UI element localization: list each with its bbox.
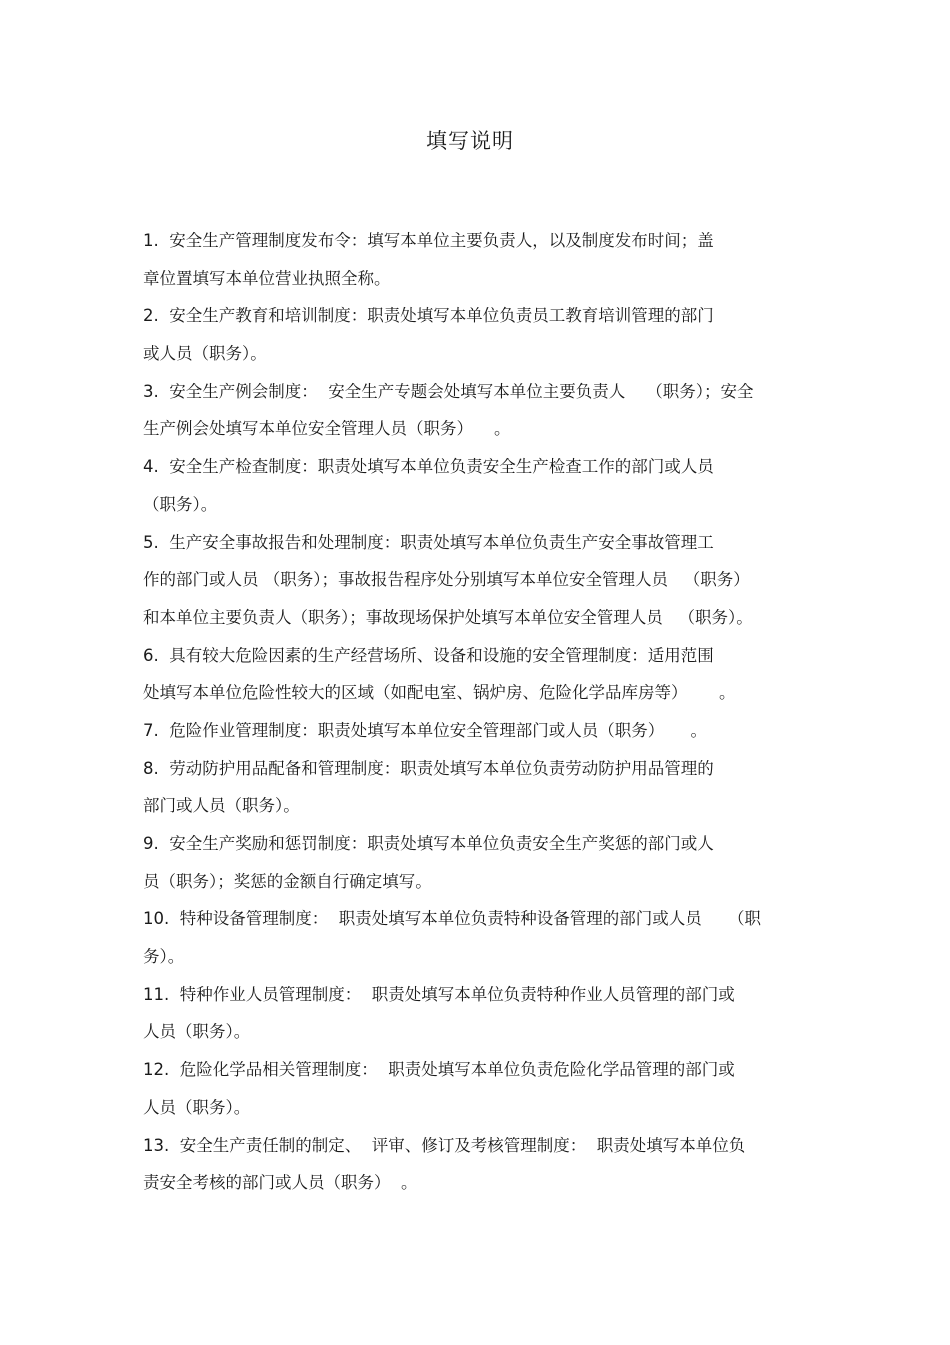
instruction-line: 2. 安全生产教育和培训制度：职责处填写本单位负责员工教育培训管理的部门 (143, 306, 714, 326)
instruction-line: （职务）。 (143, 494, 218, 514)
instruction-line: 和本单位主要负责人（职务）；事故现场保护处填写本单位安全管理人员 （职务）。 (143, 607, 753, 627)
instruction-item (143, 448, 823, 523)
instruction-line: 部门或人员（职务）。 (143, 796, 300, 816)
instruction-line: 人员（职务）。 (143, 1022, 251, 1042)
instruction-item (143, 297, 823, 372)
instruction-item (143, 750, 823, 825)
instruction-item (143, 976, 823, 1051)
instruction-item (143, 524, 823, 637)
instruction-item (143, 222, 823, 297)
instruction-line: 12. 危险化学品相关管理制度： 职责处填写本单位负责危险化学品管理的部门或 (143, 1060, 735, 1080)
instruction-line: 3. 安全生产例会制度： 安全生产专题会处填写本单位主要负责人 （职务）；安全 (143, 381, 754, 401)
instruction-line: 或人员（职务）。 (143, 344, 267, 364)
instruction-item (143, 712, 823, 750)
instruction-line: 7. 危险作业管理制度：职责处填写本单位安全管理部门或人员（职务） 。 (143, 720, 707, 740)
instruction-line: 4. 安全生产检查制度：职责处填写本单位负责安全生产检查工作的部门或人员 (143, 457, 714, 477)
instruction-line: 11. 特种作业人员管理制度： 职责处填写本单位负责特种作业人员管理的部门或 (143, 984, 735, 1004)
instruction-line: 人员（职务）。 (143, 1097, 251, 1117)
instruction-item (143, 900, 823, 975)
instruction-line: 10. 特种设备管理制度： 职责处填写本单位负责特种设备管理的部门或人员 （职 (143, 909, 761, 929)
page-title: 填写说明 (426, 129, 514, 153)
instruction-line: 作的部门或人员 （职务）；事故报告程序处分别填写本单位安全管理人员 （职务） (143, 570, 750, 590)
instruction-line: 员（职务）；奖惩的金额自行确定填写。 (143, 871, 432, 891)
instruction-line: 章位置填写本单位营业执照全称。 (143, 268, 391, 288)
instruction-item (143, 1127, 823, 1202)
instruction-item (143, 1051, 823, 1126)
instruction-line: 务）。 (143, 947, 185, 967)
instruction-line: 1. 安全生产管理制度发布令：填写本单位主要负责人，以及制度发布时间；盖 (143, 231, 714, 250)
instruction-list (143, 222, 823, 1202)
instruction-line: 处填写本单位危险性较大的区域（如配电室、锅炉房、危险化学品库房等） 。 (143, 683, 736, 703)
instruction-item (143, 825, 823, 900)
instruction-line: 5. 生产安全事故报告和处理制度：职责处填写本单位负责生产安全事故管理工 (143, 532, 714, 552)
instruction-item (143, 373, 823, 448)
instruction-line: 责安全考核的部门或人员（职务） 。 (143, 1173, 418, 1193)
instruction-line: 9. 安全生产奖励和惩罚制度：职责处填写本单位负责安全生产奖惩的部门或人 (143, 834, 714, 853)
instruction-line: 6. 具有较大危险因素的生产经营场所、设备和设施的安全管理制度：适用范围 (143, 645, 714, 665)
instruction-line: 13. 安全生产责任制的制定、 评审、修订及考核管理制度： 职责处填写本单位负 (143, 1135, 746, 1155)
instruction-line: 生产例会处填写本单位安全管理人员（职务） 。 (143, 419, 511, 439)
instruction-item (143, 637, 823, 712)
instruction-line: 8. 劳动防护用品配备和管理制度：职责处填写本单位负责劳动防护用品管理的 (143, 758, 714, 778)
